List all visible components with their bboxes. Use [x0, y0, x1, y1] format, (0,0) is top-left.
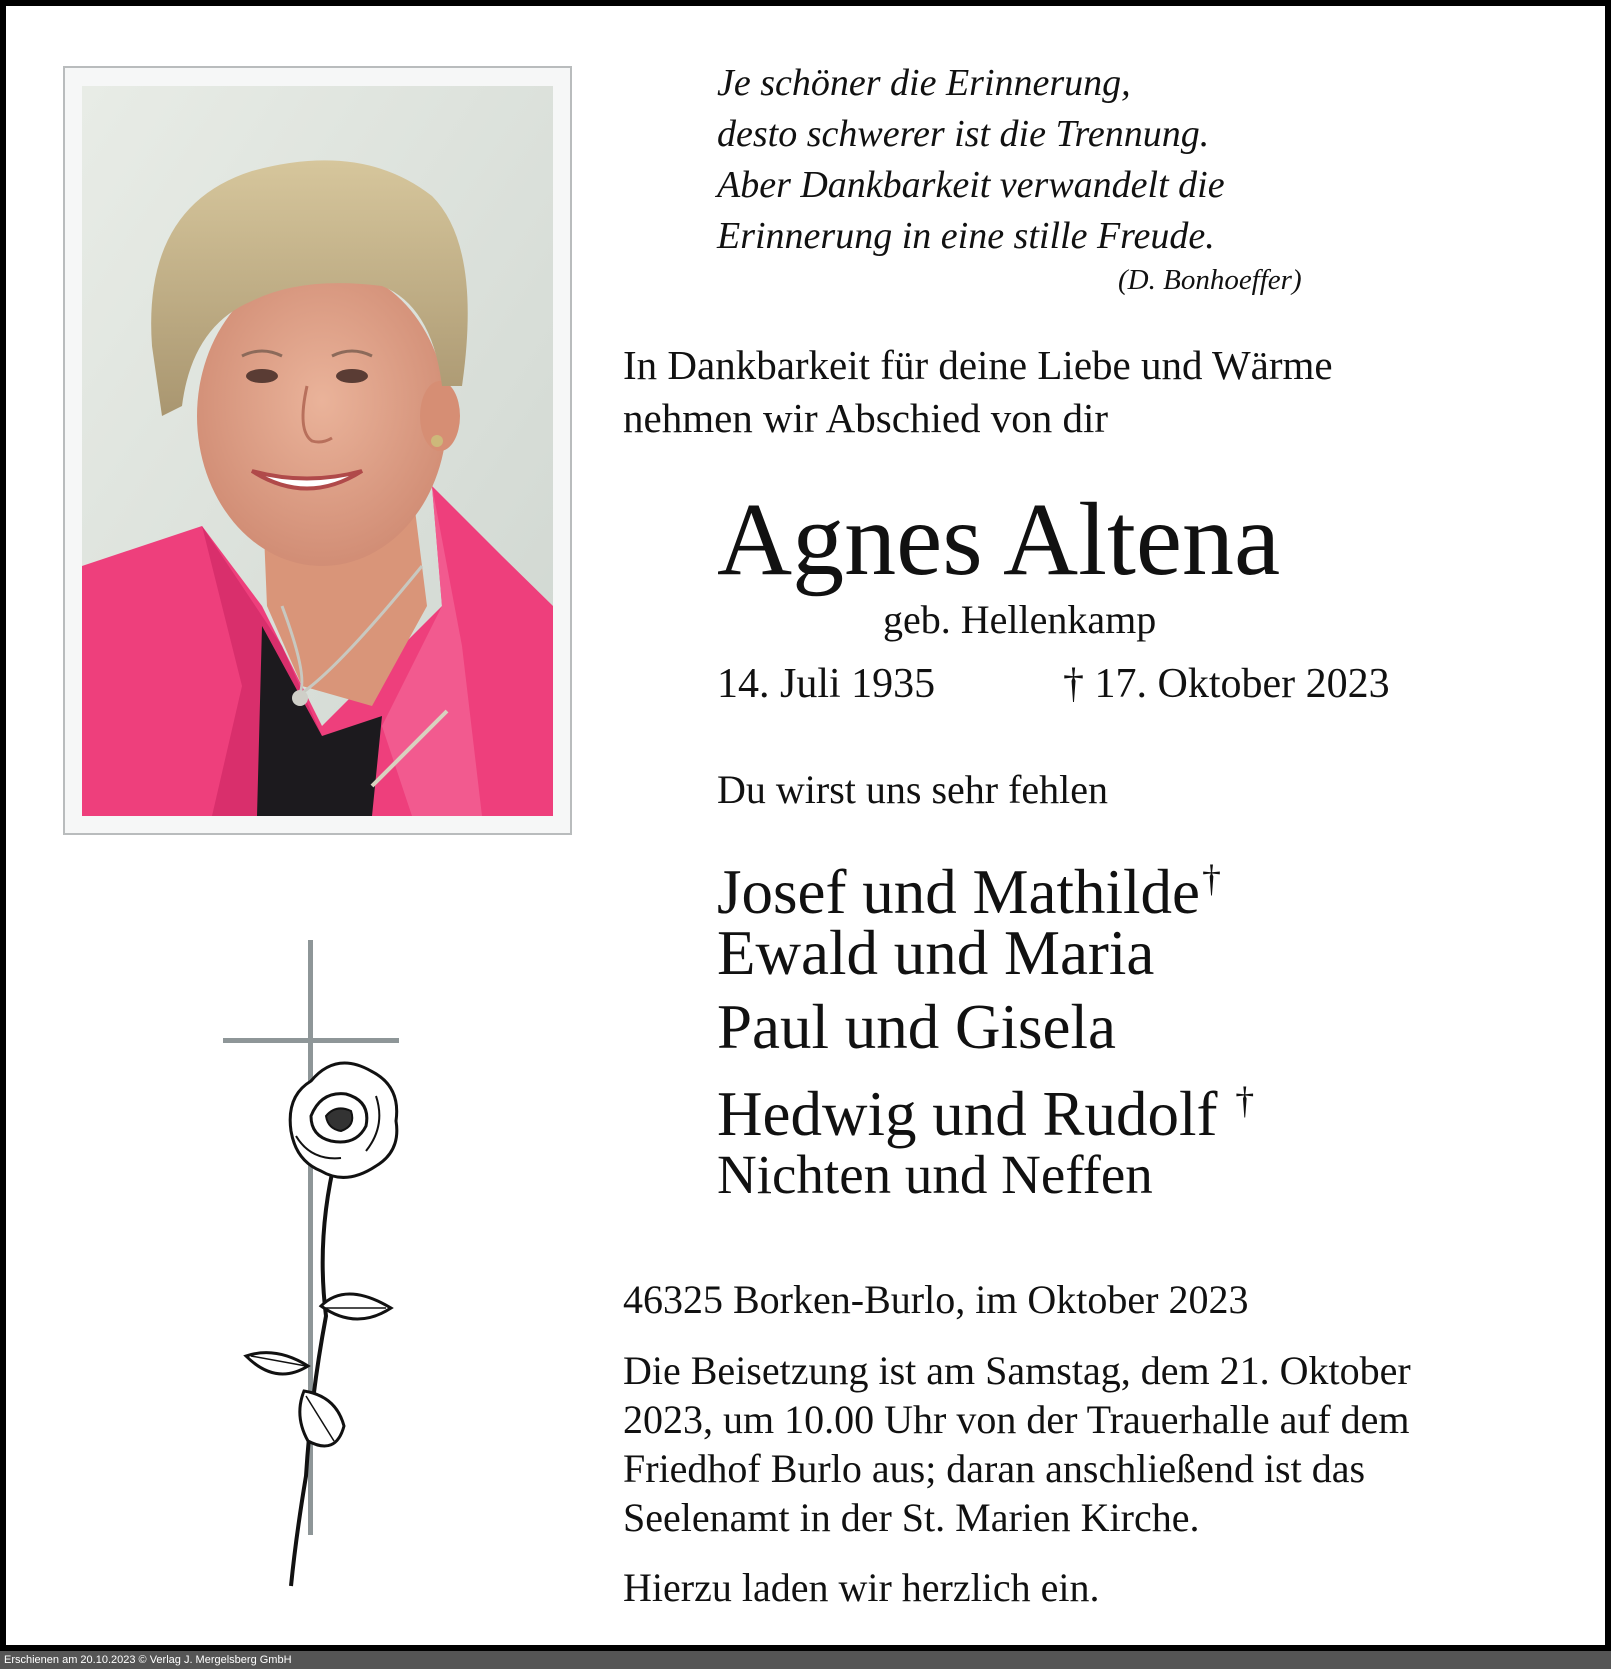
publication-footer: Erschienen am 20.10.2023 © Verlag J. Mergelsberg GmbH	[0, 1651, 1611, 1669]
mourner-entry	[717, 916, 1254, 990]
funeral-line: Die Beisetzung ist am Samstag, dem 21. Oktober	[623, 1348, 1411, 1393]
birth-name: geb. Hellenkamp	[883, 597, 1157, 642]
funeral-line: Seelenamt in der St. Marien Kirche.	[623, 1495, 1200, 1540]
mourner-entry	[717, 1064, 1255, 1149]
deceased-mark: †	[1201, 858, 1221, 900]
mourner-name: Nichten und Neffen	[717, 1144, 1153, 1205]
place-date: 46325 Borken-Burlo, im Oktober 2023	[623, 1277, 1249, 1322]
quote-line: desto schwerer ist die Trennung.	[717, 113, 1210, 155]
intro-line: In Dankbarkeit für deine Liebe und Wärme	[623, 342, 1333, 388]
mourners-list	[717, 842, 1254, 1212]
intro-text	[623, 339, 1333, 445]
invitation-text: Hierzu laden wir herzlich ein.	[623, 1565, 1100, 1610]
quote-line: Je schöner die Erinnerung,	[717, 62, 1131, 104]
mourner-entry	[717, 1138, 1254, 1212]
mourner-entry	[717, 990, 1254, 1064]
portrait-image	[82, 86, 553, 816]
portrait-photo	[82, 86, 553, 816]
farewell-text: Du wirst uns sehr fehlen	[717, 767, 1109, 812]
cross-rose-illustration	[216, 936, 416, 1601]
deceased-name: Agnes Altena	[717, 482, 1281, 597]
mourner-name: Josef und Mathilde	[717, 857, 1200, 927]
intro-line: nehmen wir Abschied von dir	[623, 395, 1109, 441]
funeral-info	[623, 1346, 1411, 1542]
quote-author: (D. Bonhoeffer)	[1118, 264, 1302, 296]
cross-icon	[216, 936, 416, 1596]
funeral-line: Friedhof Burlo aus; daran anschließend ist das	[623, 1446, 1366, 1491]
mourner-name: Ewald und Maria	[717, 918, 1155, 988]
mourner-name: Hedwig und Rudolf	[717, 1079, 1218, 1149]
death-date: † 17. Oktober 2023	[1063, 661, 1390, 707]
funeral-line: 2023, um 10.00 Uhr von der Trauerhalle auf dem	[623, 1397, 1410, 1442]
deceased-mark: †	[1235, 1080, 1255, 1122]
mourner-entry	[717, 842, 1254, 927]
bonhoeffer-quote	[717, 58, 1225, 262]
birth-date: 14. Juli 1935	[717, 661, 936, 707]
mourner-name: Paul und Gisela	[717, 992, 1116, 1062]
quote-line: Erinnerung in eine stille Freude.	[717, 215, 1215, 257]
quote-line: Aber Dankbarkeit verwandelt die	[717, 164, 1225, 206]
